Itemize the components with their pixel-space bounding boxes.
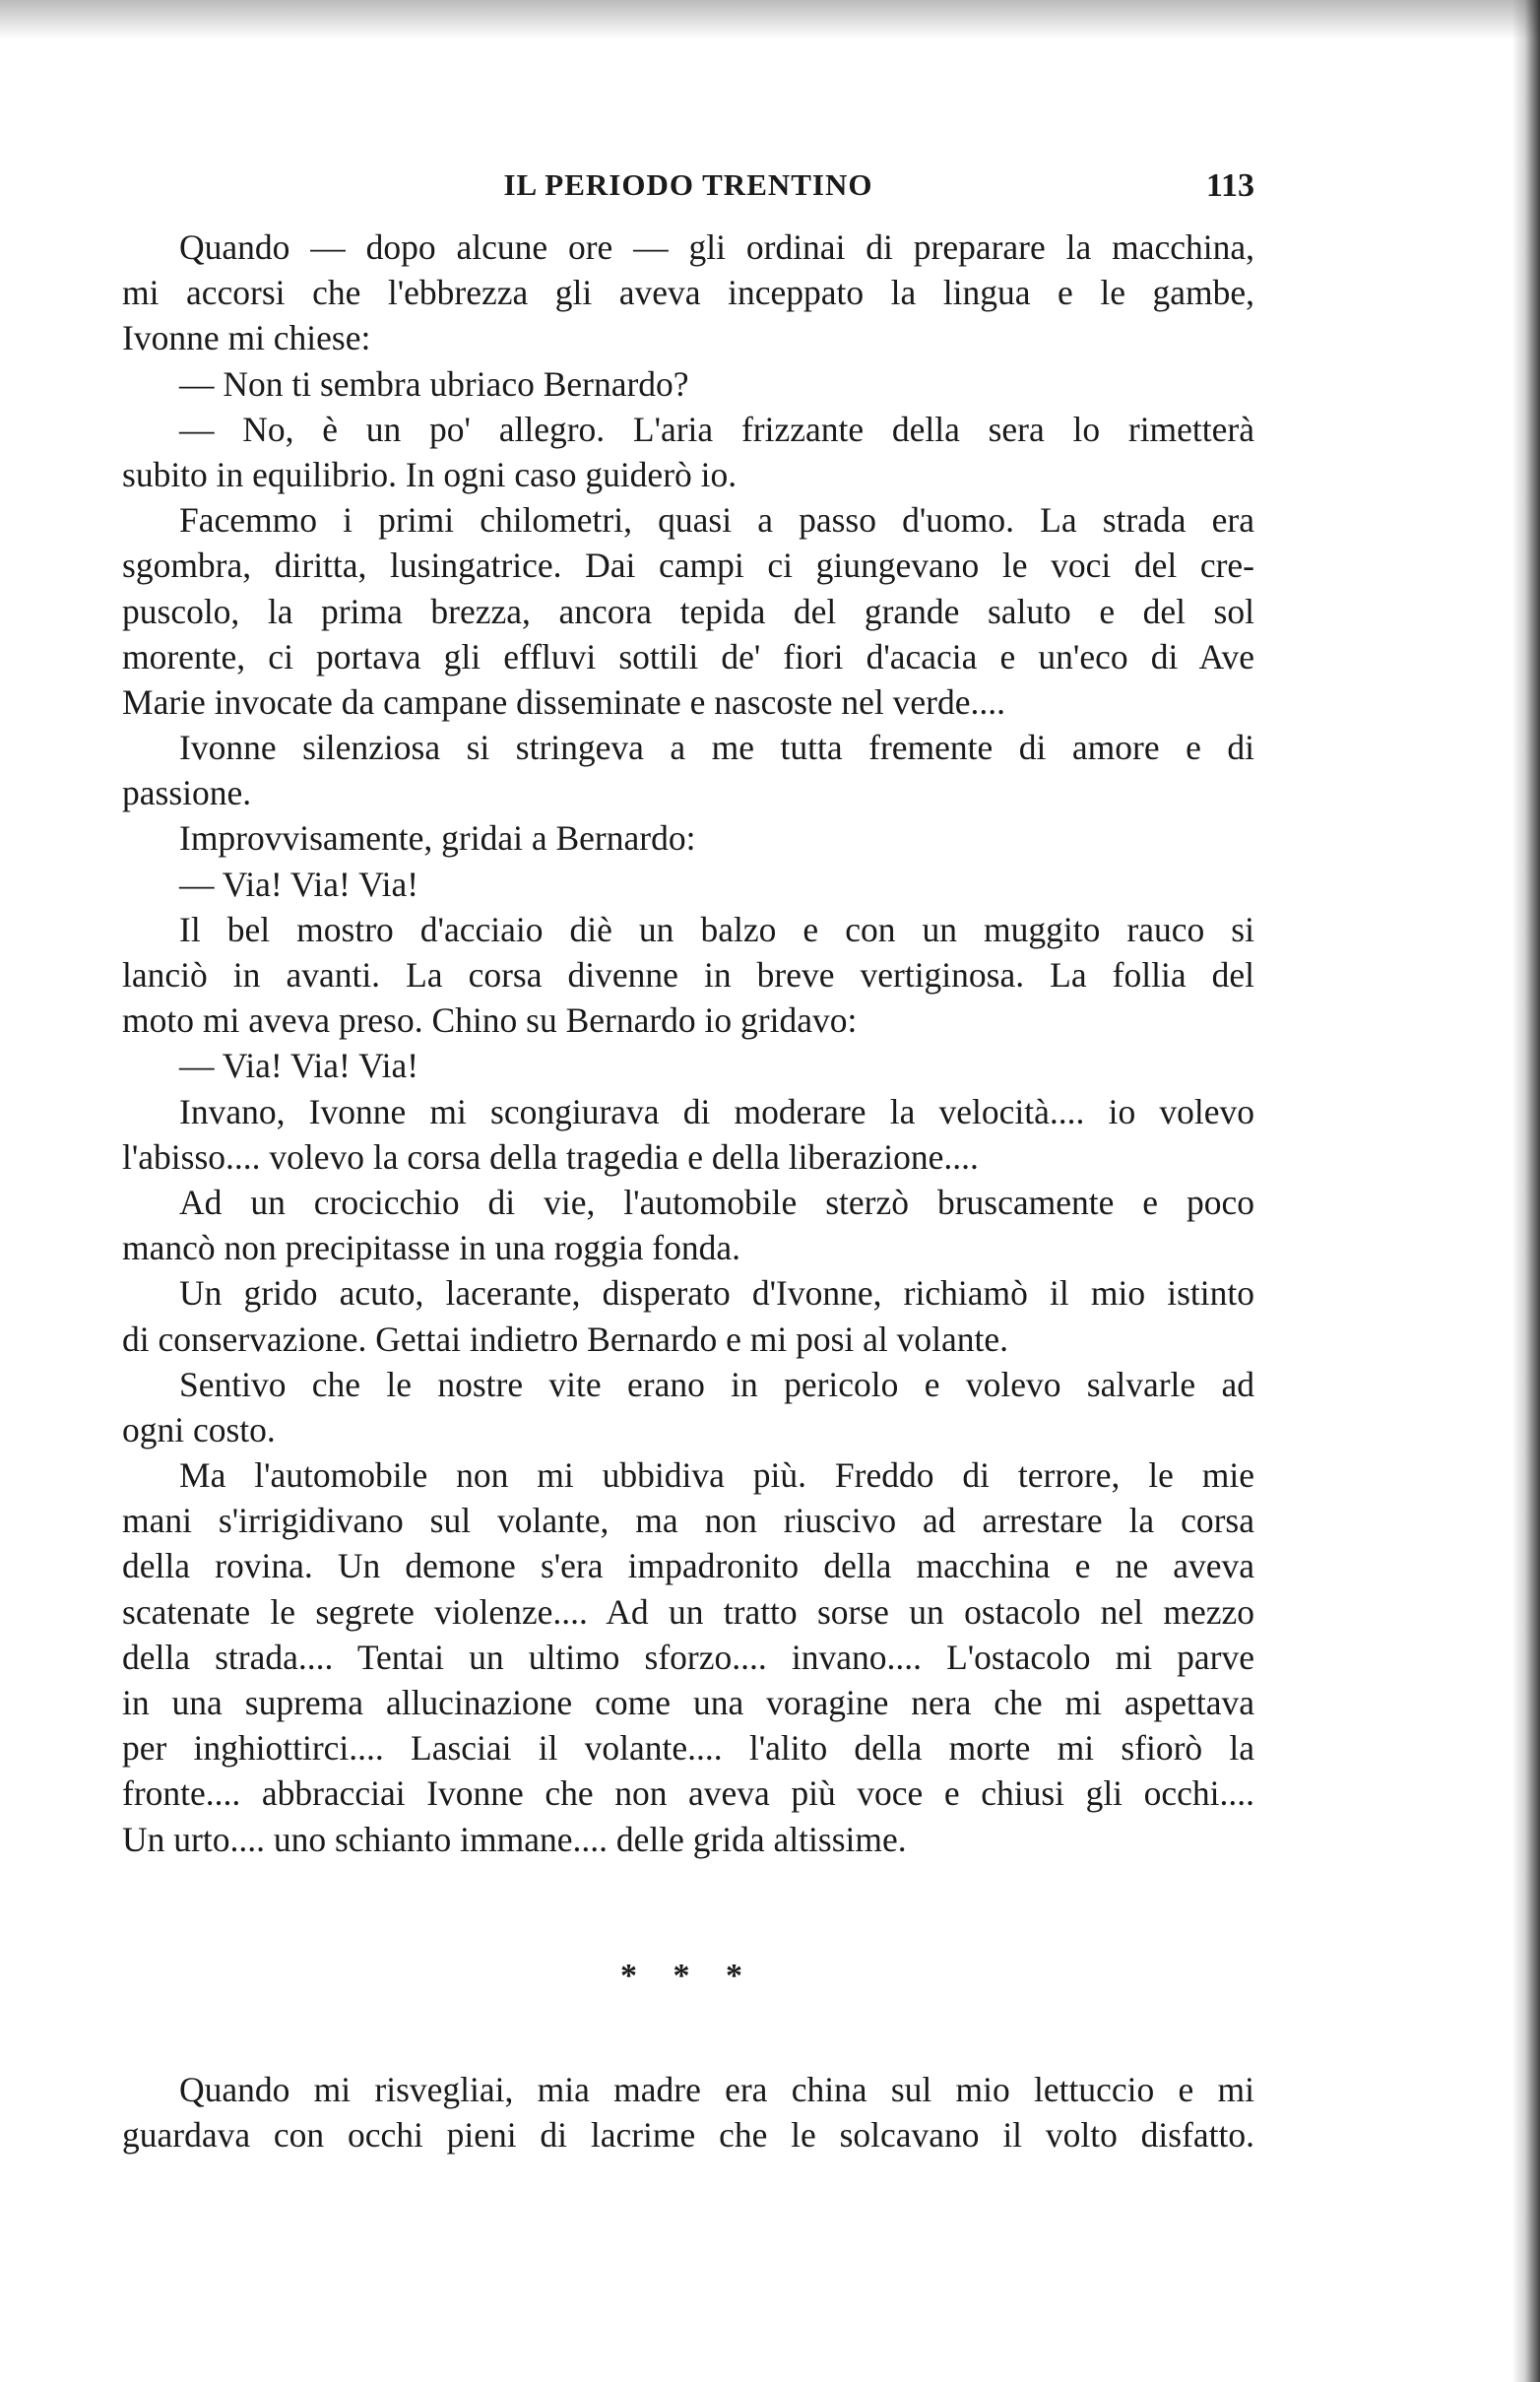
text-line: passione. <box>122 773 252 813</box>
text-line: Ivonne mi chiese: <box>122 318 371 358</box>
text-line: Improvvisamente, gridai a Bernardo: <box>179 818 696 859</box>
text-line: Il bel mostro d'acciaio diè un balzo e con un muggito rauco si <box>179 909 1254 949</box>
text-line: sgombra, diritta, lusingatrice. Dai campi ci giungevano le voci del cre- <box>122 546 1254 586</box>
text-line: Un grido acuto, lacerante, disperato d'Ivonne, richiamò il mio istinto <box>179 1273 1254 1314</box>
text-line: Ad un crocicchio di vie, l'automobile sterzò bruscamente e poco <box>179 1182 1254 1222</box>
text-line: della strada.... Tentai un ultimo sforzo.... invano.... L'ostacolo mi parve <box>122 1637 1254 1677</box>
text-line: Facemmo i primi chilometri, quasi a passo d'uomo. La strada era <box>179 500 1254 541</box>
text-line: ogni costo. <box>122 1409 276 1449</box>
text-line: — Via! Via! Via! <box>179 864 419 904</box>
text-line: — Via! Via! Via! <box>179 1046 419 1086</box>
text-line: Ma l'automobile non mi ubbidiva più. Freddo di terrore, le mie <box>179 1455 1254 1496</box>
text-line: scatenate le segrete violenze.... Ad un tratto sorse un ostacolo nel mezzo <box>122 1591 1254 1632</box>
text-line: fronte.... abbracciai Ivonne che non aveva più voce e chiusi gli occhi.... <box>122 1773 1254 1814</box>
body-text <box>122 225 1254 1862</box>
text-line: di conservazione. Gettai indietro Bernardo e mi posi al volante. <box>122 1319 1009 1359</box>
text-line: Quando — dopo alcune ore — gli ordinai di preparare la macchina, <box>179 227 1254 267</box>
text-line: Ivonne silenziosa si stringeva a me tutta fremente di amore e di <box>179 728 1254 768</box>
scan-shadow-top <box>0 0 1540 39</box>
text-line: Un urto.... uno schianto immane.... delle grida altissime. <box>122 1819 907 1859</box>
text-line: guardava con occhi pieni di lacrime che le solcavano il volto disfatto. <box>122 2115 1254 2156</box>
text-line: puscolo, la prima brezza, ancora tepida del grande saluto e del sol <box>122 591 1254 631</box>
page-number: 113 <box>1205 167 1254 204</box>
running-title: IL PERIODO TRENTINO <box>503 167 873 202</box>
text-line: mancò non precipitasse in una roggia fonda. <box>122 1228 740 1268</box>
text-line: — No, è un po' allegro. L'aria frizzante della sera lo rimetterà <box>179 409 1254 449</box>
closing-paragraph <box>122 2064 1254 2155</box>
text-line: — Non ti sembra ubriaco Bernardo? <box>179 363 689 404</box>
text-line: moto mi aveva preso. Chino su Bernardo io gridavo: <box>122 1000 858 1041</box>
text-line: in una suprema allucinazione come una voragine nera che mi aspettava <box>122 1683 1254 1722</box>
text-line: Marie invocate da campane disseminate e nascoste nel verde.... <box>122 681 1005 722</box>
text-line: della rovina. Un demone s'era impadronito della macchina e ne aveva <box>122 1546 1254 1586</box>
text-line: Quando mi risvegliai, mia madre era china sul mio lettuccio e mi <box>179 2070 1254 2109</box>
text-line: Invano, Ivonne mi scongiurava di moderare la velocità.... io volevo <box>179 1091 1254 1131</box>
text-line: l'abisso.... volevo la corsa della tragedia e della liberazione.... <box>122 1136 979 1177</box>
text-line: mani s'irrigidivano sul volante, ma non riuscivo ad arrestare la corsa <box>122 1501 1254 1541</box>
text-line: subito in equilibrio. In ogni caso guiderò io. <box>122 454 738 494</box>
text-line: morente, ci portava gli effluvi sottili de' fiori d'acacia e un'eco di Ave <box>122 636 1254 676</box>
scan-shadow-right <box>1512 0 1540 2382</box>
text-line: mi accorsi che l'ebbrezza gli aveva inceppato la lingua e le gambe, <box>122 273 1254 313</box>
text-line: lanciò in avanti. La corsa divenne in breve vertiginosa. La follia del <box>122 955 1254 995</box>
text-line: Sentivo che le nostre vite erano in pericolo e volevo salvarle ad <box>179 1364 1254 1404</box>
section-break: * * * <box>620 1958 756 1994</box>
page-header <box>122 167 1254 207</box>
text-line: per inghiottirci.... Lasciai il volante.... l'alito della morte mi sfiorò la <box>122 1728 1254 1769</box>
